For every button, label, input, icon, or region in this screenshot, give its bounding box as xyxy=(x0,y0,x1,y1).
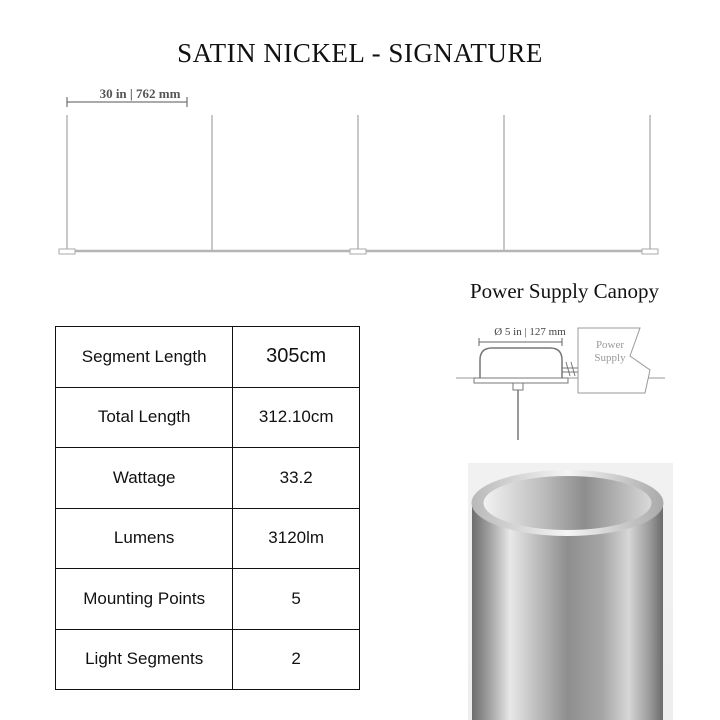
canopy-title: Power Supply Canopy xyxy=(470,279,659,303)
table-row xyxy=(56,387,360,448)
spec-label: Segment Length xyxy=(56,327,233,388)
connector xyxy=(350,249,366,254)
finish-swatch-image xyxy=(468,463,673,720)
tube-opening xyxy=(484,476,652,530)
spec-value: 33.2 xyxy=(233,448,360,509)
table-row xyxy=(56,508,360,569)
end-cap xyxy=(642,249,658,254)
canopy-diameter-label: Ø 5 in | 127 mm xyxy=(494,326,566,338)
spec-label: Total Length xyxy=(56,387,233,448)
end-cap xyxy=(59,249,75,254)
table-row xyxy=(56,327,360,388)
spec-value: 305cm xyxy=(233,327,360,388)
spec-value: 2 xyxy=(233,629,360,690)
fixture-diagram xyxy=(0,80,720,265)
spec-label: Lumens xyxy=(56,508,233,569)
spec-label: Light Segments xyxy=(56,629,233,690)
spec-value: 312.10cm xyxy=(233,387,360,448)
spec-label: Mounting Points xyxy=(56,569,233,630)
page-title: SATIN NICKEL - SIGNATURE xyxy=(177,38,543,68)
power-supply-label: Power xyxy=(595,339,625,351)
table-row xyxy=(56,629,360,690)
table-row xyxy=(56,569,360,630)
spec-label: Wattage xyxy=(56,448,233,509)
table-row xyxy=(56,448,360,509)
spec-value: 5 xyxy=(233,569,360,630)
power-supply-label: Supply xyxy=(594,352,626,364)
mounting-block xyxy=(513,383,523,390)
spec-value: 3120lm xyxy=(233,508,360,569)
canopy-body xyxy=(480,348,562,378)
canopy-diagram xyxy=(450,318,670,443)
specs-table xyxy=(55,326,360,690)
dimension-label: 30 in | 762 mm xyxy=(99,86,181,101)
